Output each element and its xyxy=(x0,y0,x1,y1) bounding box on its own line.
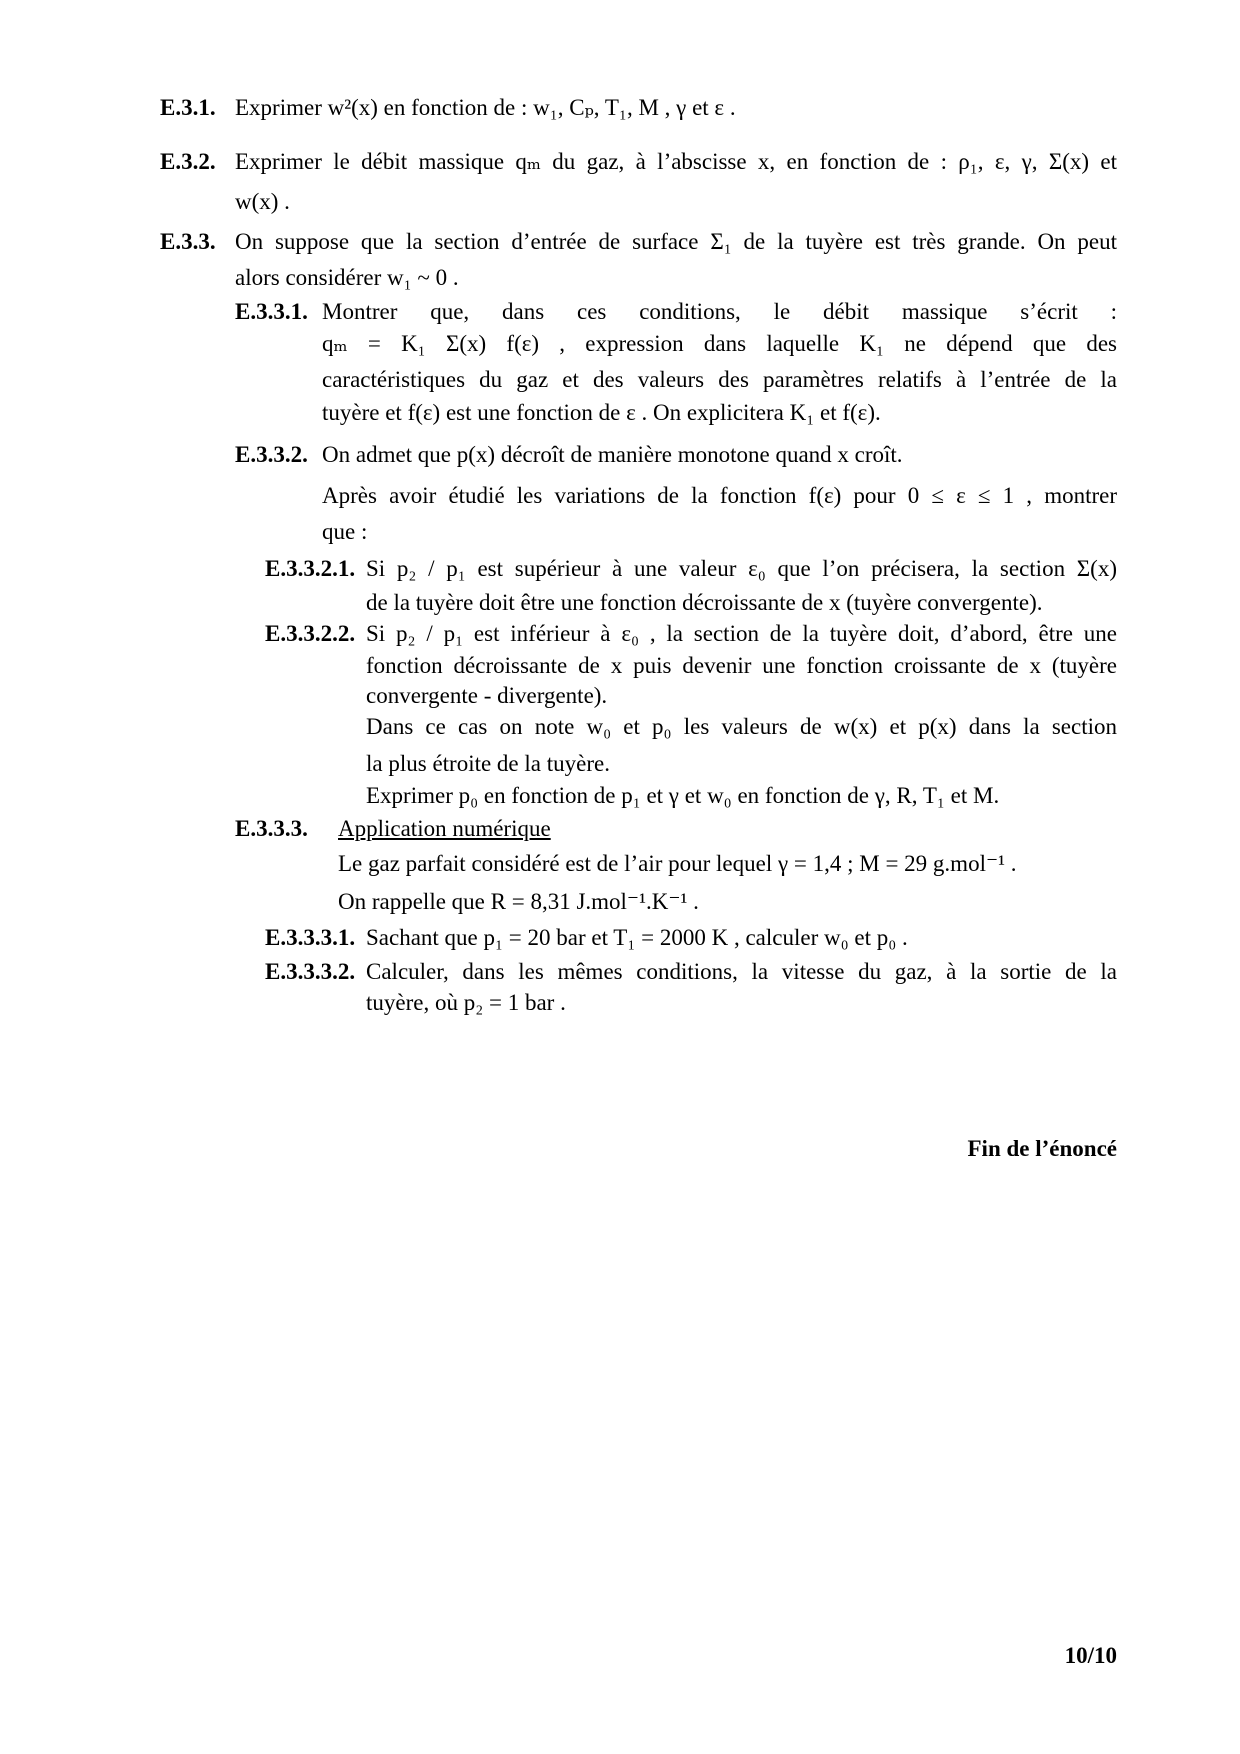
item-label-e3322: E.3.3.2.2. xyxy=(265,621,356,646)
item-text-e3322-line5: la plus étroite de la tuyère. xyxy=(366,751,610,776)
item-text-e333-line2: On rappelle que R = 8,31 J.mol⁻¹.K⁻¹ . xyxy=(338,889,699,914)
item-label-e3321: E.3.3.2.1. xyxy=(265,556,356,581)
item-label-e333: E.3.3.3. xyxy=(235,816,308,841)
item-text-e3321-line2: de la tuyère doit être une fonction décroissante de x (tuyère convergente). xyxy=(366,590,1043,615)
item-label-e332: E.3.3.2. xyxy=(235,442,308,467)
item-text-e32-line2: w(x) . xyxy=(235,189,290,214)
item-text-e331-line3: caractéristiques du gaz et des valeurs des paramètres relatifs à l’entrée de la xyxy=(322,367,1117,392)
page-number: 10/10 xyxy=(1064,1643,1117,1668)
item-text-e331-line2: qₘ = K₁ Σ(x) f(ε) , expression dans laquelle K₁ ne dépend que des xyxy=(322,331,1117,356)
item-label-e3332: E.3.3.3.2. xyxy=(265,959,356,984)
item-label-e32: E.3.2. xyxy=(160,149,216,174)
item-text-e3331: Sachant que p₁ = 20 bar et T₁ = 2000 K , calculer w₀ et p₀ . xyxy=(366,925,908,950)
item-text-e32-line1: Exprimer le débit massique qₘ du gaz, à l’abscisse x, en fonction de : ρ₁, ε, γ, Σ(x) et xyxy=(235,149,1117,174)
item-label-e33: E.3.3. xyxy=(160,229,216,254)
item-text-e33-line1: On suppose que la section d’entrée de surface Σ₁ de la tuyère est très grande. On peut xyxy=(235,229,1117,254)
item-text-e331-line1: Montrer que, dans ces conditions, le débit massique s’écrit : xyxy=(322,299,1117,324)
item-text-e331-line4: tuyère et f(ε) est une fonction de ε . On explicitera K₁ et f(ε). xyxy=(322,400,881,425)
item-text-e3322-line6: Exprimer p₀ en fonction de p₁ et γ et w₀ en fonction de γ, R, T₁ et M. xyxy=(366,783,1000,808)
item-text-e332-line1: On admet que p(x) décroît de manière monotone quand x croît. xyxy=(322,442,903,467)
item-text-e333-line1: Le gaz parfait considéré est de l’air pour lequel γ = 1,4 ; M = 29 g.mol⁻¹ . xyxy=(338,851,1017,876)
item-text-e3322-line4: Dans ce cas on note w₀ et p₀ les valeurs de w(x) et p(x) dans la section xyxy=(366,714,1117,739)
item-text-e3322-line2: fonction décroissante de x puis devenir une fonction croissante de x (tuyère xyxy=(366,653,1117,678)
item-label-e3331: E.3.3.3.1. xyxy=(265,925,356,950)
item-text-e3332-line1: Calculer, dans les mêmes conditions, la vitesse du gaz, à la sortie de la xyxy=(366,959,1117,984)
item-text-e3321-line1: Si p₂ / p₁ est supérieur à une valeur ε₀ que l’on précisera, la section Σ(x) xyxy=(366,556,1117,581)
item-label-e31: E.3.1. xyxy=(160,95,216,120)
item-text-e3332-line2: tuyère, où p₂ = 1 bar . xyxy=(366,990,566,1015)
end-of-statement: Fin de l’énoncé xyxy=(967,1136,1117,1161)
item-text-e332-line2: Après avoir étudié les variations de la fonction f(ε) pour 0 ≤ ε ≤ 1 , montrer xyxy=(322,483,1117,508)
item-label-e331: E.3.3.1. xyxy=(235,299,308,324)
item-text-e332-line3: que : xyxy=(322,519,368,544)
item-text-e33-line2: alors considérer w₁ ~ 0 . xyxy=(235,265,459,290)
item-text-e31: Exprimer w²(x) en fonction de : w₁, Cₚ, T₁, M , γ et ε . xyxy=(235,95,736,120)
item-text-e3322-line1: Si p₂ / p₁ est inférieur à ε₀ , la section de la tuyère doit, d’abord, être une xyxy=(366,621,1117,646)
item-text-e3322-line3: convergente - divergente). xyxy=(366,683,608,708)
application-title: Application numérique xyxy=(338,816,551,841)
